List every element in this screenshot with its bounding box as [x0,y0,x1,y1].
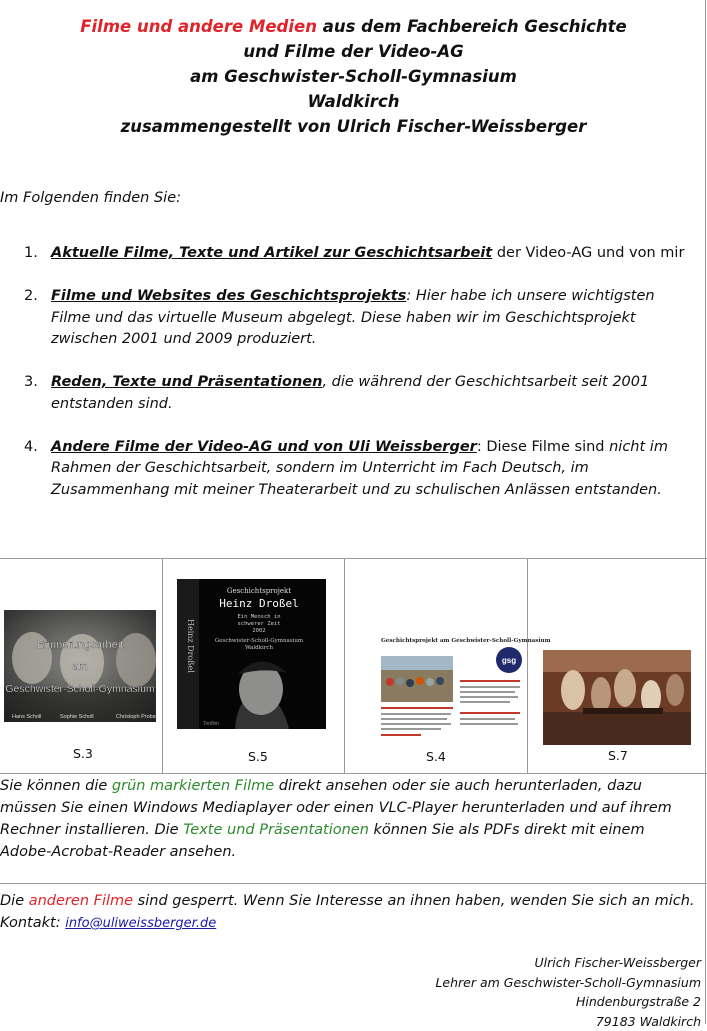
video-still-icon[interactable] [543,650,691,745]
link-geschichtsprojekt[interactable]: Filme und Websites des Geschichtsprojekts [51,288,406,304]
item-number: 1. [24,243,51,265]
thumb2-line2: Heinz Droßel [219,597,298,610]
column-divider [527,558,528,773]
thumb2-line7: Waldkirch [245,645,274,651]
thumb2-spine: Heinz Droßel [186,619,195,673]
page-label: S.5 [248,749,268,764]
thumb1-line3: Geschwister-Scholl-Gymnasium [5,683,155,695]
note-contact [0,890,700,935]
title-line3: am Geschwister-Scholl-Gymnasium [0,64,707,89]
note1-b: direkt ansehen oder sie auch herunterladen, dazu müssen Sie einen Windows Mediaplayer oder einen VLC-Player herunterladen und auf ihrem Rechner installieren. Die [0,778,672,838]
signature-name: Ulrich Fischer-Weissberger [435,953,701,973]
divider [0,773,707,774]
thumb1-caption2: Sophie Scholl [60,714,94,720]
page-label: S.4 [426,749,446,764]
thumb1-caption1: Hans Scholl [12,714,41,720]
thumb1-line1: Erinnerungsarbeit [37,639,124,651]
link-andere-filme[interactable]: Andere Filme der Video-AG und von Uli Weissberger [51,439,477,455]
list-item [24,286,694,351]
title-red-part: Filme und andere Medien [80,17,317,36]
item-text: , die während der Geschichtsarbeit seit 2001 entstanden sind. [51,374,649,412]
page-title [0,14,707,139]
thumb2-line4: schwerer Zeit [237,621,280,627]
item-text: der Video-AG und von mir [492,245,684,261]
list-item [24,372,694,415]
dvd-cover-icon[interactable] [177,579,326,729]
list-item [24,243,694,265]
item-number: 4. [24,437,51,502]
signature-block [435,953,701,1031]
title-line5: zusammengestellt von Ulrich Fischer-Weissberger [0,114,707,139]
thumbnail-row [0,558,707,773]
contact-label: Kontakt: [0,915,65,931]
item-text: : Diese Filme sind [477,439,609,455]
email-link[interactable]: info@uliweissberger.de [65,916,216,931]
item-text-italic: nicht im Rahmen der Geschichtsarbeit, sondern im Unterricht im Fach Deutsch, im Zusammenhang mit meiner Theaterarbeit und zu schulischen Anlässen entstanden. [51,439,668,498]
website-icon[interactable] [378,634,527,744]
signature-city: 79183 Waldkirch [435,1012,701,1031]
signature-role: Lehrer am Geschwister-Scholl-Gymnasium [435,973,701,993]
thumb3-logo: gsg [502,656,516,665]
page-label: S.7 [608,748,628,763]
title-line1: aus dem Fachbereich Geschichte [317,17,627,36]
thumb1-caption3: Christoph Probst [116,714,157,720]
title-line4: Waldkirch [0,89,707,114]
item-text: : Hier habe ich unsere wichtigsten Filme und das virtuelle Museum abgelegt. Diese haben wir im Geschichtsprojekt zwischen 2001 und 2009 produziert. [51,288,655,347]
list-item [24,437,694,502]
signature-street: Hindenburgstraße 2 [435,992,701,1012]
note2-a: Die [0,893,29,909]
thumb2-line3: Ein Mensch in [237,614,280,620]
thumb2-corner: Tonfilm [203,721,219,727]
page-label: S.3 [73,746,93,761]
note1-a: Sie können die [0,778,112,794]
column-divider [344,558,345,773]
note1-green1: grün markierten Filme [112,778,274,794]
thumb3-heading: Geschichtsprojekt am Geschwister-Scholl-Gymnasium [381,638,551,644]
column-divider [162,558,163,773]
note-download [0,775,700,863]
note1-green2: Texte und Präsentationen [183,822,369,838]
divider [0,883,707,884]
note2-red: anderen Filme [29,893,133,909]
link-reden-texte[interactable]: Reden, Texte und Präsentationen [51,374,322,390]
link-aktuelle-filme[interactable]: Aktuelle Filme, Texte und Artikel zur Geschichtsarbeit [51,245,492,261]
thumb2-line1: Geschichtsprojekt [227,587,291,595]
title-line2: und Filme der Video-AG [0,39,707,64]
thumb1-line2: am [72,661,87,673]
thumb2-line6: Geschwister-Scholl-Gymnasium [215,638,304,644]
film-still-icon[interactable] [4,610,156,722]
content-list [24,243,694,523]
note2-b: sind gesperrt. Wenn Sie Interesse an ihnen haben, wenden Sie sich an mich. [133,893,694,909]
item-number: 3. [24,372,51,415]
thumb2-line5: 2002 [252,628,265,634]
intro-text: Im Folgenden finden Sie: [0,190,181,206]
note1-c: können Sie als PDFs direkt mit einem Adobe-Acrobat-Reader ansehen. [0,822,645,860]
item-number: 2. [24,286,51,351]
